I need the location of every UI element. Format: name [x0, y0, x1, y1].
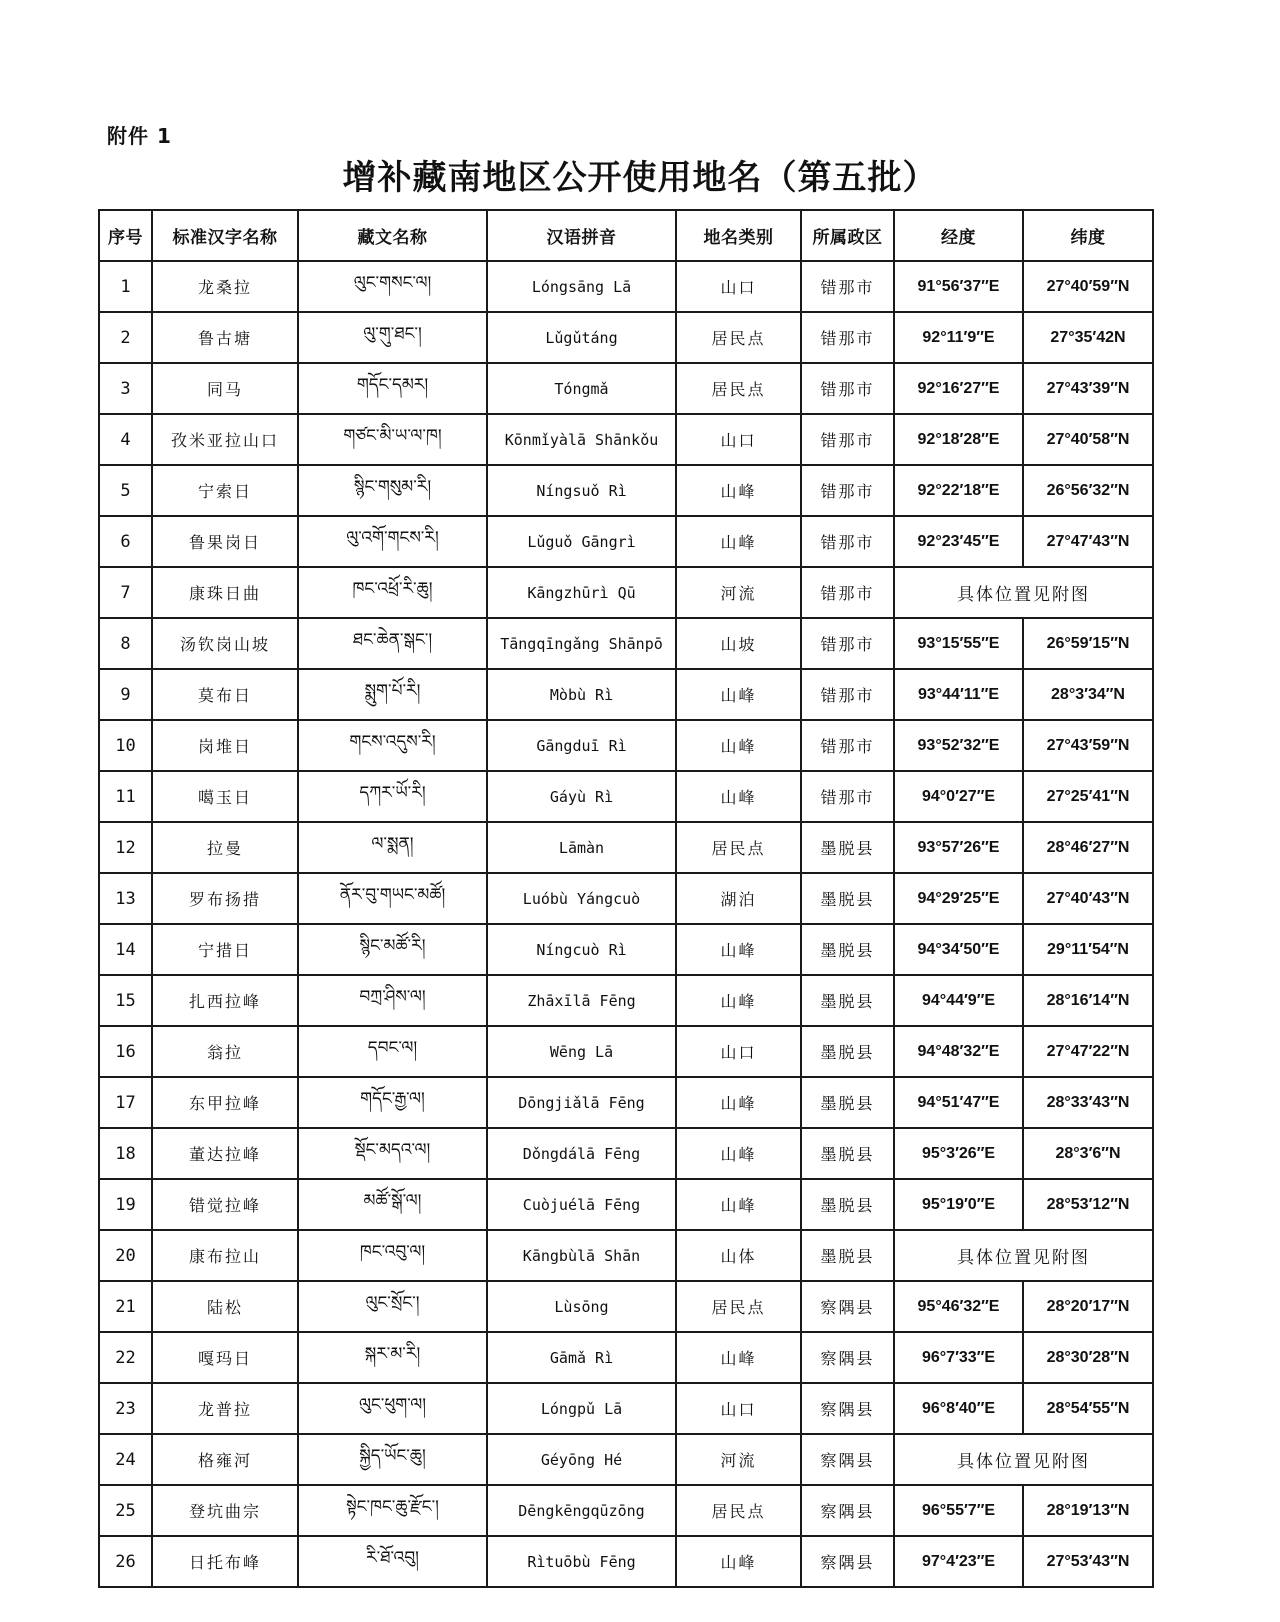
- cell-longitude: 93°15′55″E: [894, 618, 1023, 669]
- cell-seq: 9: [99, 669, 152, 720]
- table-row: [99, 414, 1153, 465]
- cell-pinyin: Tóngmǎ: [487, 363, 676, 414]
- cell-region: 错那市: [801, 669, 894, 720]
- table-row: [99, 1485, 1153, 1536]
- cell-longitude: 94°44′9″E: [894, 975, 1023, 1026]
- cell-latitude: 28°16′14″N: [1023, 975, 1153, 1026]
- header-longitude: 经度: [894, 210, 1023, 261]
- cell-seq: 8: [99, 618, 152, 669]
- cell-longitude: 94°29′25″E: [894, 873, 1023, 924]
- cell-latitude: 27°40′58″N: [1023, 414, 1153, 465]
- cell-latitude: 28°54′55″N: [1023, 1383, 1153, 1434]
- cell-chinese-name: 康珠日曲: [152, 567, 298, 618]
- cell-longitude: 92°11′9″E: [894, 312, 1023, 363]
- cell-pinyin: Rìtuōbù Fēng: [487, 1536, 676, 1587]
- cell-chinese-name: 康布拉山: [152, 1230, 298, 1281]
- cell-place-type: 山峰: [676, 1332, 801, 1383]
- cell-place-type: 山口: [676, 414, 801, 465]
- cell-chinese-name: 岗堆日: [152, 720, 298, 771]
- cell-pinyin: Gāngduī Rì: [487, 720, 676, 771]
- cell-latitude: 28°30′28″N: [1023, 1332, 1153, 1383]
- cell-longitude: 97°4′23″E: [894, 1536, 1023, 1587]
- cell-pinyin: Gáyù Rì: [487, 771, 676, 822]
- table-row: [99, 618, 1153, 669]
- cell-region: 察隅县: [801, 1485, 894, 1536]
- cell-pinyin: Dǒngdálā Fēng: [487, 1128, 676, 1179]
- cell-region: 错那市: [801, 363, 894, 414]
- cell-region: 察隅县: [801, 1332, 894, 1383]
- cell-seq: 22: [99, 1332, 152, 1383]
- cell-place-type: 山峰: [676, 1077, 801, 1128]
- cell-pinyin: Mòbù Rì: [487, 669, 676, 720]
- header-chinese-name: 标准汉字名称: [152, 210, 298, 261]
- cell-longitude: 96°8′40″E: [894, 1383, 1023, 1434]
- cell-seq: 12: [99, 822, 152, 873]
- cell-place-type: 山峰: [676, 465, 801, 516]
- cell-chinese-name: 扎西拉峰: [152, 975, 298, 1026]
- cell-place-type: 山坡: [676, 618, 801, 669]
- cell-region: 错那市: [801, 414, 894, 465]
- cell-longitude: 93°57′26″E: [894, 822, 1023, 873]
- cell-seq: 17: [99, 1077, 152, 1128]
- cell-latitude: 27°40′43″N: [1023, 873, 1153, 924]
- cell-seq: 5: [99, 465, 152, 516]
- cell-place-type: 山峰: [676, 669, 801, 720]
- cell-region: 墨脱县: [801, 1026, 894, 1077]
- table-row: [99, 312, 1153, 363]
- cell-latitude: 28°53′12″N: [1023, 1179, 1153, 1230]
- cell-chinese-name: 错觉拉峰: [152, 1179, 298, 1230]
- cell-tibetan-name: སྡོང་མདའ་ལ།: [298, 1128, 487, 1179]
- cell-pinyin: Dōngjiǎlā Fēng: [487, 1077, 676, 1128]
- cell-pinyin: Gāmǎ Rì: [487, 1332, 676, 1383]
- cell-pinyin: Lóngsāng Lā: [487, 261, 676, 312]
- cell-seq: 15: [99, 975, 152, 1026]
- cell-longitude: 95°46′32″E: [894, 1281, 1023, 1332]
- table-row: [99, 1383, 1153, 1434]
- cell-seq: 23: [99, 1383, 152, 1434]
- cell-seq: 3: [99, 363, 152, 414]
- cell-chinese-name: 陆松: [152, 1281, 298, 1332]
- table-header-row: [99, 210, 1153, 261]
- cell-longitude: 96°55′7″E: [894, 1485, 1023, 1536]
- cell-region: 察隅县: [801, 1281, 894, 1332]
- cell-region: 错那市: [801, 618, 894, 669]
- cell-place-type: 河流: [676, 567, 801, 618]
- cell-place-type: 山峰: [676, 1536, 801, 1587]
- cell-place-type: 山体: [676, 1230, 801, 1281]
- cell-latitude: 28°19′13″N: [1023, 1485, 1153, 1536]
- table-row: [99, 1026, 1153, 1077]
- cell-latitude: 27°47′43″N: [1023, 516, 1153, 567]
- cell-seq: 19: [99, 1179, 152, 1230]
- cell-region: 错那市: [801, 771, 894, 822]
- cell-pinyin: Níngcuò Rì: [487, 924, 676, 975]
- cell-chinese-name: 鲁古塘: [152, 312, 298, 363]
- cell-pinyin: Lǔgǔtáng: [487, 312, 676, 363]
- cell-seq: 16: [99, 1026, 152, 1077]
- cell-pinyin: Lùsōng: [487, 1281, 676, 1332]
- cell-tibetan-name: སྟེང་ཁང་ཆུ་རྫོང་།: [298, 1485, 487, 1536]
- table-row: [99, 567, 1153, 618]
- cell-latitude: 27°40′59″N: [1023, 261, 1153, 312]
- cell-tibetan-name: ལུ་འགོ་གངས་རི།: [298, 516, 487, 567]
- cell-chinese-name: 登坑曲宗: [152, 1485, 298, 1536]
- cell-tibetan-name: ཐང་ཆེན་སྒང་།: [298, 618, 487, 669]
- cell-seq: 1: [99, 261, 152, 312]
- cell-pinyin: Zhāxīlā Fēng: [487, 975, 676, 1026]
- cell-tibetan-name: ལུ་གུ་ཐང་།: [298, 312, 487, 363]
- cell-region: 墨脱县: [801, 1230, 894, 1281]
- cell-pinyin: Kāngbùlā Shān: [487, 1230, 676, 1281]
- table-row: [99, 924, 1153, 975]
- cell-tibetan-name: སྙིང་གསུམ་རི།: [298, 465, 487, 516]
- cell-place-type: 河流: [676, 1434, 801, 1485]
- cell-seq: 6: [99, 516, 152, 567]
- cell-latitude: 27°53′43″N: [1023, 1536, 1153, 1587]
- cell-seq: 25: [99, 1485, 152, 1536]
- cell-pinyin: Lāmàn: [487, 822, 676, 873]
- cell-tibetan-name: གདོང་དམར།: [298, 363, 487, 414]
- cell-tibetan-name: ནོར་བུ་གཡང་མཚོ།: [298, 873, 487, 924]
- cell-region: 墨脱县: [801, 1128, 894, 1179]
- cell-region: 墨脱县: [801, 873, 894, 924]
- cell-seq: 10: [99, 720, 152, 771]
- cell-chinese-name: 鲁果岗日: [152, 516, 298, 567]
- cell-latitude: 27°43′59″N: [1023, 720, 1153, 771]
- cell-seq: 26: [99, 1536, 152, 1587]
- table-row: [99, 1281, 1153, 1332]
- cell-longitude: 95°19′0″E: [894, 1179, 1023, 1230]
- cell-pinyin: Cuòjuélā Fēng: [487, 1179, 676, 1230]
- cell-region: 墨脱县: [801, 1179, 894, 1230]
- table-row: [99, 516, 1153, 567]
- cell-pinyin: Kōnmǐyàlā Shānkǒu: [487, 414, 676, 465]
- cell-chinese-name: 宁索日: [152, 465, 298, 516]
- cell-place-type: 山峰: [676, 924, 801, 975]
- cell-pinyin: Kāngzhūrì Qū: [487, 567, 676, 618]
- header-latitude: 纬度: [1023, 210, 1153, 261]
- table-row: [99, 465, 1153, 516]
- cell-latitude: 29°11′54″N: [1023, 924, 1153, 975]
- annex-label: 附件 1: [107, 124, 172, 148]
- cell-region: 察隅县: [801, 1383, 894, 1434]
- cell-seq: 20: [99, 1230, 152, 1281]
- cell-longitude: 94°0′27″E: [894, 771, 1023, 822]
- cell-longitude: 93°44′11″E: [894, 669, 1023, 720]
- table-row: [99, 1536, 1153, 1587]
- cell-tibetan-name: ལ་སྨན།: [298, 822, 487, 873]
- cell-seq: 13: [99, 873, 152, 924]
- cell-seq: 7: [99, 567, 152, 618]
- cell-chinese-name: 拉曼: [152, 822, 298, 873]
- cell-chinese-name: 同马: [152, 363, 298, 414]
- cell-chinese-name: 格雍河: [152, 1434, 298, 1485]
- cell-pinyin: Níngsuǒ Rì: [487, 465, 676, 516]
- cell-longitude: 95°3′26″E: [894, 1128, 1023, 1179]
- header-pinyin: 汉语拼音: [487, 210, 676, 261]
- header-tibetan-name: 藏文名称: [298, 210, 487, 261]
- cell-region: 墨脱县: [801, 822, 894, 873]
- cell-tibetan-name: ཁང་འབུ་ལ།: [298, 1230, 487, 1281]
- cell-place-type: 山峰: [676, 1128, 801, 1179]
- cell-latitude: 26°56′32″N: [1023, 465, 1153, 516]
- cell-chinese-name: 龙桑拉: [152, 261, 298, 312]
- cell-chinese-name: 翁拉: [152, 1026, 298, 1077]
- header-region: 所属政区: [801, 210, 894, 261]
- cell-tibetan-name: དབང་ལ།: [298, 1026, 487, 1077]
- cell-longitude: 94°48′32″E: [894, 1026, 1023, 1077]
- cell-pinyin: Luóbù Yángcuò: [487, 873, 676, 924]
- cell-region: 墨脱县: [801, 1077, 894, 1128]
- cell-tibetan-name: གདོང་རྒྱ་ལ།: [298, 1077, 487, 1128]
- cell-chinese-name: 噶玉日: [152, 771, 298, 822]
- cell-region: 错那市: [801, 261, 894, 312]
- cell-place-type: 居民点: [676, 1281, 801, 1332]
- cell-latitude: 27°35′42N: [1023, 312, 1153, 363]
- cell-tibetan-name: གཙང་མི་ཡ་ལ་ཁ།: [298, 414, 487, 465]
- cell-pinyin: Géyōng Hé: [487, 1434, 676, 1485]
- table-row: [99, 975, 1153, 1026]
- cell-longitude: 92°16′27″E: [894, 363, 1023, 414]
- cell-pinyin: Lǔguǒ Gāngrì: [487, 516, 676, 567]
- cell-place-type: 湖泊: [676, 873, 801, 924]
- cell-see-map-note: 具体位置见附图: [894, 567, 1153, 618]
- cell-seq: 14: [99, 924, 152, 975]
- cell-see-map-note: 具体位置见附图: [894, 1434, 1153, 1485]
- cell-longitude: 94°34′50″E: [894, 924, 1023, 975]
- table-row: [99, 1077, 1153, 1128]
- table-row: [99, 669, 1153, 720]
- cell-region: 错那市: [801, 465, 894, 516]
- cell-latitude: 28°3′6″N: [1023, 1128, 1153, 1179]
- place-names-table: [98, 209, 1154, 1588]
- table-row: [99, 873, 1153, 924]
- cell-longitude: 94°51′47″E: [894, 1077, 1023, 1128]
- header-seq: 序号: [99, 210, 152, 261]
- cell-region: 墨脱县: [801, 924, 894, 975]
- cell-longitude: 91°56′37″E: [894, 261, 1023, 312]
- table-row: [99, 261, 1153, 312]
- header-place-type: 地名类别: [676, 210, 801, 261]
- table-row: [99, 1128, 1153, 1179]
- cell-seq: 21: [99, 1281, 152, 1332]
- table-row: [99, 1179, 1153, 1230]
- cell-latitude: 27°43′39″N: [1023, 363, 1153, 414]
- cell-chinese-name: 宁措日: [152, 924, 298, 975]
- cell-latitude: 27°25′41″N: [1023, 771, 1153, 822]
- cell-pinyin: Lóngpǔ Lā: [487, 1383, 676, 1434]
- cell-chinese-name: 日托布峰: [152, 1536, 298, 1587]
- cell-place-type: 山峰: [676, 1179, 801, 1230]
- cell-tibetan-name: བཀྲ་ཤིས་ལ།: [298, 975, 487, 1026]
- cell-tibetan-name: དཀར་ཡོ་རི།: [298, 771, 487, 822]
- cell-pinyin: Tāngqīngǎng Shānpō: [487, 618, 676, 669]
- table-row: [99, 1230, 1153, 1281]
- cell-latitude: 28°46′27″N: [1023, 822, 1153, 873]
- table-row: [99, 1332, 1153, 1383]
- cell-tibetan-name: སྐར་མ་རི།: [298, 1332, 487, 1383]
- cell-region: 错那市: [801, 567, 894, 618]
- cell-longitude: 93°52′32″E: [894, 720, 1023, 771]
- cell-latitude: 28°20′17″N: [1023, 1281, 1153, 1332]
- cell-seq: 18: [99, 1128, 152, 1179]
- cell-region: 墨脱县: [801, 975, 894, 1026]
- cell-tibetan-name: ཁང་འཕྲོ་རི་ཆུ།: [298, 567, 487, 618]
- cell-place-type: 山峰: [676, 720, 801, 771]
- table-row: [99, 771, 1153, 822]
- cell-place-type: 山峰: [676, 771, 801, 822]
- cell-tibetan-name: སྐྱིད་ཡོང་ཆུ།: [298, 1434, 487, 1485]
- cell-tibetan-name: ལུང་གསང་ལ།: [298, 261, 487, 312]
- cell-tibetan-name: གངས་འདུས་རི།: [298, 720, 487, 771]
- cell-region: 错那市: [801, 516, 894, 567]
- cell-chinese-name: 孜米亚拉山口: [152, 414, 298, 465]
- cell-seq: 11: [99, 771, 152, 822]
- cell-see-map-note: 具体位置见附图: [894, 1230, 1153, 1281]
- cell-place-type: 山峰: [676, 516, 801, 567]
- cell-tibetan-name: ལུང་སྲོང་།: [298, 1281, 487, 1332]
- cell-region: 察隅县: [801, 1434, 894, 1485]
- cell-longitude: 96°7′33″E: [894, 1332, 1023, 1383]
- cell-region: 察隅县: [801, 1536, 894, 1587]
- cell-place-type: 山口: [676, 261, 801, 312]
- cell-longitude: 92°22′18″E: [894, 465, 1023, 516]
- cell-chinese-name: 董达拉峰: [152, 1128, 298, 1179]
- cell-tibetan-name: སྙིང་མཚོ་རི།: [298, 924, 487, 975]
- cell-seq: 4: [99, 414, 152, 465]
- table-row: [99, 363, 1153, 414]
- cell-latitude: 28°33′43″N: [1023, 1077, 1153, 1128]
- cell-place-type: 山口: [676, 1383, 801, 1434]
- cell-tibetan-name: རི་ཐོ་འབུ།: [298, 1536, 487, 1587]
- cell-longitude: 92°18′28″E: [894, 414, 1023, 465]
- cell-chinese-name: 罗布扬措: [152, 873, 298, 924]
- cell-pinyin: Wēng Lā: [487, 1026, 676, 1077]
- table-row: [99, 720, 1153, 771]
- cell-chinese-name: 莫布日: [152, 669, 298, 720]
- table-row: [99, 822, 1153, 873]
- table-row: [99, 1434, 1153, 1485]
- cell-tibetan-name: ལུང་ཕུག་ལ།: [298, 1383, 487, 1434]
- cell-pinyin: Dēngkēngqūzōng: [487, 1485, 676, 1536]
- cell-seq: 24: [99, 1434, 152, 1485]
- cell-place-type: 居民点: [676, 1485, 801, 1536]
- cell-tibetan-name: མཚོ་སྒོ་ལ།: [298, 1179, 487, 1230]
- cell-place-type: 山峰: [676, 975, 801, 1026]
- cell-place-type: 居民点: [676, 312, 801, 363]
- cell-seq: 2: [99, 312, 152, 363]
- cell-place-type: 居民点: [676, 363, 801, 414]
- cell-chinese-name: 汤钦岗山坡: [152, 618, 298, 669]
- cell-chinese-name: 东甲拉峰: [152, 1077, 298, 1128]
- page-title: 增补藏南地区公开使用地名（第五批）: [342, 158, 938, 198]
- cell-region: 错那市: [801, 720, 894, 771]
- cell-chinese-name: 嘎玛日: [152, 1332, 298, 1383]
- cell-latitude: 28°3′34″N: [1023, 669, 1153, 720]
- cell-place-type: 居民点: [676, 822, 801, 873]
- cell-place-type: 山口: [676, 1026, 801, 1077]
- cell-tibetan-name: སྨུག་པོ་རི།: [298, 669, 487, 720]
- cell-chinese-name: 龙普拉: [152, 1383, 298, 1434]
- cell-latitude: 26°59′15″N: [1023, 618, 1153, 669]
- cell-longitude: 92°23′45″E: [894, 516, 1023, 567]
- cell-latitude: 27°47′22″N: [1023, 1026, 1153, 1077]
- cell-region: 错那市: [801, 312, 894, 363]
